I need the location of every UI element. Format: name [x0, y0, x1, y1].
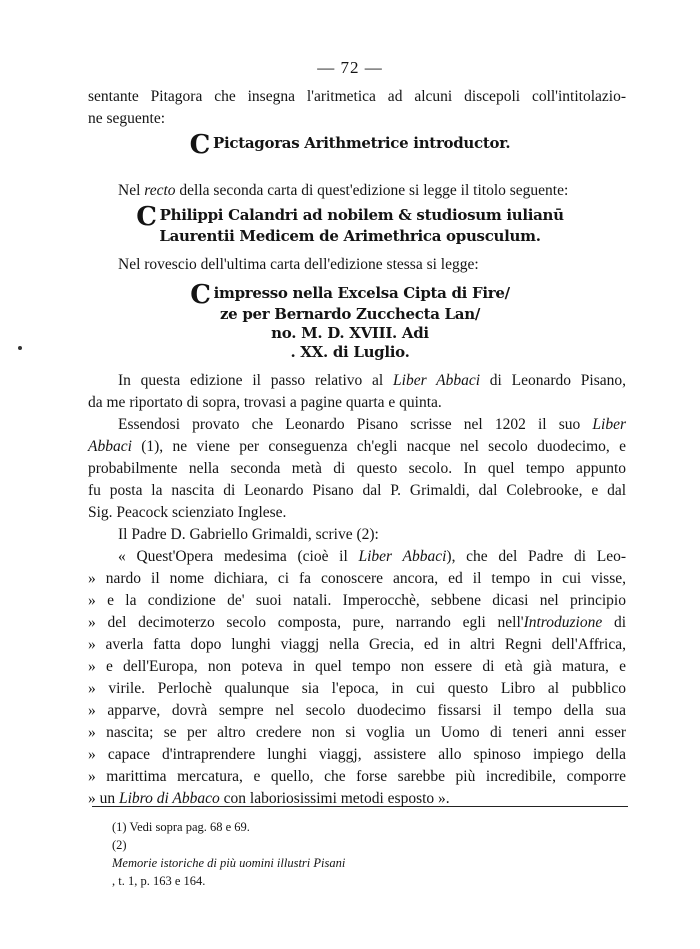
- recto-paragraph: [88, 180, 626, 202]
- quote-line: » e dell'Europa, non poteva in quel tempo non essere di età già matura, e: [88, 658, 626, 675]
- quote-line: » e la condizione de' suoi natali. Imperocchè, sebbene dicasi nel principio: [88, 592, 626, 609]
- gothic-title-1: [0, 130, 700, 160]
- gothic-line: C Philippi Calandri ad nobilem & studiosum iulianū: [136, 202, 564, 232]
- text-line: Nel rovescio dell'ultima carta dell'edizione stessa si legge:: [118, 256, 479, 273]
- gothic-line: Cimpresso nella Excelsa Cipta di Fire/: [190, 280, 510, 310]
- pilcrow-cap: C: [136, 202, 157, 232]
- quotation: [88, 546, 626, 810]
- paragraph-3: [88, 524, 626, 546]
- quote-line: » nascita; se per altro credere non si voglia un Uomo di teneri anni esser: [88, 724, 626, 741]
- text-line: fu posta la nascita di Leonardo Pisano dal P. Grimaldi, dal Colebrooke, e dal: [88, 482, 626, 499]
- text-line: Sig. Peacock scienziato Inglese.: [88, 504, 287, 521]
- text-line: In questa edizione il passo relativo al Liber Abbaci di Leonardo Pisano,: [118, 372, 626, 389]
- colophon: [0, 280, 700, 362]
- gothic-title-text: Pictagoras Arithmetrice introductor.: [213, 134, 511, 152]
- text-line: da me riportato di sopra, trovasi a pagine quarta e quinta.: [88, 394, 442, 411]
- quote-line: » apparve, dovrà sempre nel secolo duodecimo fissarsi il tempo della sua: [88, 702, 626, 719]
- quote-line: » del decimoterzo secolo composta, pure, narrando egli nell'Introduzione di: [88, 614, 626, 631]
- text-line: Il Padre D. Gabriello Grimaldi, scrive (2):: [118, 526, 379, 543]
- quote-line: » averla fatta dopo lunghi viaggj nella Grecia, ed in altri Regni dell'Affrica,: [88, 636, 626, 653]
- paragraph-1: [88, 370, 626, 414]
- pilcrow-cap: C: [190, 280, 211, 310]
- footnote-rule: [92, 806, 628, 807]
- text-line: Abbaci (1), ne viene per conseguenza ch'egli nacque nel secolo duodecimo, e: [88, 438, 626, 455]
- quote-line: » un Libro di Abbaco con laboriosissimi metodi esposto ».: [88, 790, 450, 807]
- text-line: Essendosi provato che Leonardo Pisano scrisse nel 1202 il suo Liber: [118, 416, 626, 433]
- quote-line: » virile. Perlochè qualunque sia l'epoca, in cui questo Libro al pubblico: [88, 680, 626, 697]
- paragraph-2: [88, 414, 626, 524]
- gothic-line: . XX. di Luglio.: [290, 343, 410, 361]
- quote-line: » marittima mercatura, e quello, che forse sarebbe più incredibile, comporre: [88, 768, 626, 785]
- footnote-1: (1) Vedi sopra pag. 68 e 69.: [112, 820, 250, 834]
- quote-line: » capace d'intraprendere lunghi viaggj, assistere allo spinoso impiego della: [88, 746, 626, 763]
- text-line: sentante Pitagora che insegna l'aritmetica ad alcuni discepoli coll'intitolazio-: [88, 88, 626, 105]
- gothic-line: Laurentii Medicem de Arimethrica opusculum.: [159, 227, 541, 245]
- pilcrow-cap: C: [189, 130, 211, 160]
- gothic-line: ze per Bernardo Zucchecta Lan/: [219, 305, 481, 323]
- gothic-title-2: [0, 202, 700, 246]
- text-line: Nel recto della seconda carta di quest'edizione si legge il titolo seguente:: [118, 182, 569, 199]
- text-line: probabilmente nella seconda metà di questo secolo. In quel tempo appunto: [88, 460, 626, 477]
- page-speck: [18, 346, 22, 350]
- gothic-line: no. M. D. XVIII. Adi: [271, 324, 429, 342]
- text-line: ne seguente:: [88, 110, 166, 127]
- quote-line: « Quest'Opera medesima (cioè il Liber Abbaci), che del Padre di Leo-: [118, 548, 627, 565]
- quote-line: » nardo il nome dichiara, ci fa conoscere ancora, ed il tempo in cui visse,: [88, 570, 626, 587]
- footnotes: [112, 818, 345, 890]
- page-number: — 72 —: [317, 58, 383, 77]
- intro-paragraph: [88, 86, 626, 130]
- rovescio-paragraph: [88, 254, 626, 276]
- footnote-2: (2) Memorie istoriche di più uomini illustri Pisani , t. 1, p. 163 e 164.: [112, 838, 346, 888]
